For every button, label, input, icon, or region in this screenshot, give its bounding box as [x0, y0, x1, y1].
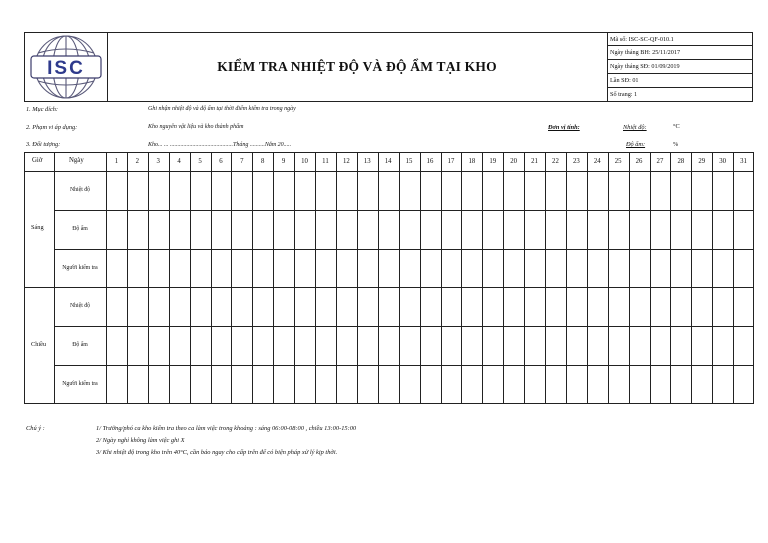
day-number: 7	[240, 158, 244, 165]
meta-issue-date: Ngày tháng BH: 25/11/2017	[610, 49, 681, 56]
day-column-divider	[127, 152, 128, 404]
day-column-divider	[357, 152, 358, 404]
day-number: 10	[301, 158, 308, 165]
day-column-divider	[733, 152, 734, 404]
logo-text: ISC	[47, 58, 85, 79]
day-number: 6	[219, 158, 223, 165]
day-column-divider	[608, 152, 609, 404]
morning-temperature-label: Nhiệt độ	[69, 187, 91, 193]
day-column-divider	[273, 152, 274, 404]
day-column-divider	[231, 152, 232, 404]
day-number: 15	[405, 158, 413, 165]
header-divider-right	[607, 32, 608, 102]
day-number: 27	[656, 158, 664, 165]
note-2: 2/ Ngày nghỉ không làm việc ghi X	[96, 437, 185, 444]
day-column-divider	[461, 152, 462, 404]
day-column-divider	[315, 152, 316, 404]
day-column-divider	[190, 152, 191, 404]
day-column-divider	[524, 152, 525, 404]
scope-label: 2. Phạm vi áp dụng:	[26, 124, 78, 131]
log-table	[24, 152, 754, 404]
day-number: 20	[510, 158, 518, 165]
scope-value: Kho nguyên vật liệu và kho thành phẩm	[148, 124, 244, 130]
day-number: 25	[614, 158, 622, 165]
hum-unit-label: Độ ẩm:	[626, 141, 646, 148]
day-column-divider	[566, 152, 567, 404]
day-column-divider	[148, 152, 149, 404]
document-title: KIỂM TRA NHIỆT ĐỘ VÀ ĐỘ ẨM TẠI KHO	[217, 59, 497, 74]
day-number: 2	[135, 158, 140, 165]
note-3: 3/ Khi nhiệt độ trong kho trên 40°C, cần báo ngay cho cấp trên để có biện pháp xử lý kịp thời.	[96, 449, 338, 456]
temp-unit: °C	[673, 123, 680, 130]
day-number: 1	[114, 158, 119, 165]
afternoon-checker-label: Người kiểm tra	[62, 381, 98, 387]
meta-revision-date: Ngày tháng SĐ: 01/09/2019	[610, 63, 680, 70]
day-number: 12	[342, 158, 350, 165]
day-column-divider	[482, 152, 483, 404]
day-number: 5	[198, 158, 202, 165]
company-logo	[28, 33, 104, 101]
day-number: 26	[635, 158, 643, 165]
day-column-divider	[420, 152, 421, 404]
day-number: 17	[447, 158, 455, 165]
day-column-divider	[211, 152, 212, 404]
day-number: 18	[468, 158, 476, 165]
purpose-value: Ghi nhận nhiệt độ và độ ẩm tại thời điểm kiểm tra trong ngày	[148, 106, 296, 112]
notes-label: Chú ý :	[26, 425, 45, 432]
day-column-divider	[691, 152, 692, 404]
day-column-divider	[587, 152, 588, 404]
meta-revision-number: Lần SĐ: 01	[610, 77, 639, 84]
hum-unit: %	[673, 141, 679, 148]
day-number: 22	[552, 158, 559, 165]
day-number: 8	[261, 158, 265, 165]
day-number: 4	[177, 158, 181, 165]
afternoon-temperature-label: Nhiệt độ	[69, 303, 91, 309]
day-column-divider	[399, 152, 400, 404]
meta-code: Mã số: ISC-SC-QF-010.1	[610, 36, 674, 43]
afternoon-humidity-label: Độ ẩm	[72, 342, 88, 348]
day-number: 29	[698, 158, 706, 165]
unit-label: Đơn vị tính:	[548, 124, 580, 131]
day-number: 21	[531, 158, 538, 165]
day-column-divider	[503, 152, 504, 404]
day-number: 14	[384, 158, 392, 165]
day-column-divider	[629, 152, 630, 404]
day-column-divider	[294, 152, 295, 404]
apply-value: Kho... ... ..........................................Tháng ..........Năm 20.....	[148, 142, 292, 148]
day-column-divider	[712, 152, 713, 404]
day-number: 13	[363, 158, 371, 165]
note-1: 1/ Trưởng/phó ca kho kiểm tra theo ca làm việc trong khoảng : sáng 06:00-08:00 , chiều 13:00-15:00	[96, 425, 357, 432]
day-column-divider	[545, 152, 546, 404]
morning-checker-label: Người kiểm tra	[62, 265, 98, 271]
day-column-divider	[670, 152, 671, 404]
day-number: 24	[593, 158, 601, 165]
day-column-divider	[441, 152, 442, 404]
day-column-divider	[252, 152, 253, 404]
day-number: 31	[740, 158, 747, 165]
day-column-divider	[169, 152, 170, 404]
day-number: 16	[426, 158, 434, 165]
temp-unit-label: Nhiệt độ:	[623, 124, 647, 131]
day-number: 9	[281, 158, 286, 165]
col-time-header: Giờ	[32, 157, 43, 164]
col-day-header: Ngày	[69, 157, 84, 164]
session-morning: Sáng	[31, 224, 44, 231]
meta-page-number: Số trang: 1	[610, 91, 638, 98]
day-column-divider	[378, 152, 379, 404]
day-number: 3	[156, 158, 160, 165]
session-afternoon: Chiều	[31, 341, 47, 348]
day-number: 19	[489, 158, 497, 165]
morning-humidity-label: Độ ẩm	[72, 226, 88, 232]
day-number: 28	[677, 158, 685, 165]
day-number: 11	[322, 158, 329, 165]
day-column-divider	[650, 152, 651, 404]
apply-label: 3. Đối tượng:	[26, 141, 61, 148]
day-column-divider	[336, 152, 337, 404]
day-number: 30	[719, 158, 727, 165]
purpose-label: 1. Mục đích:	[26, 106, 58, 113]
day-number: 23	[572, 158, 580, 165]
